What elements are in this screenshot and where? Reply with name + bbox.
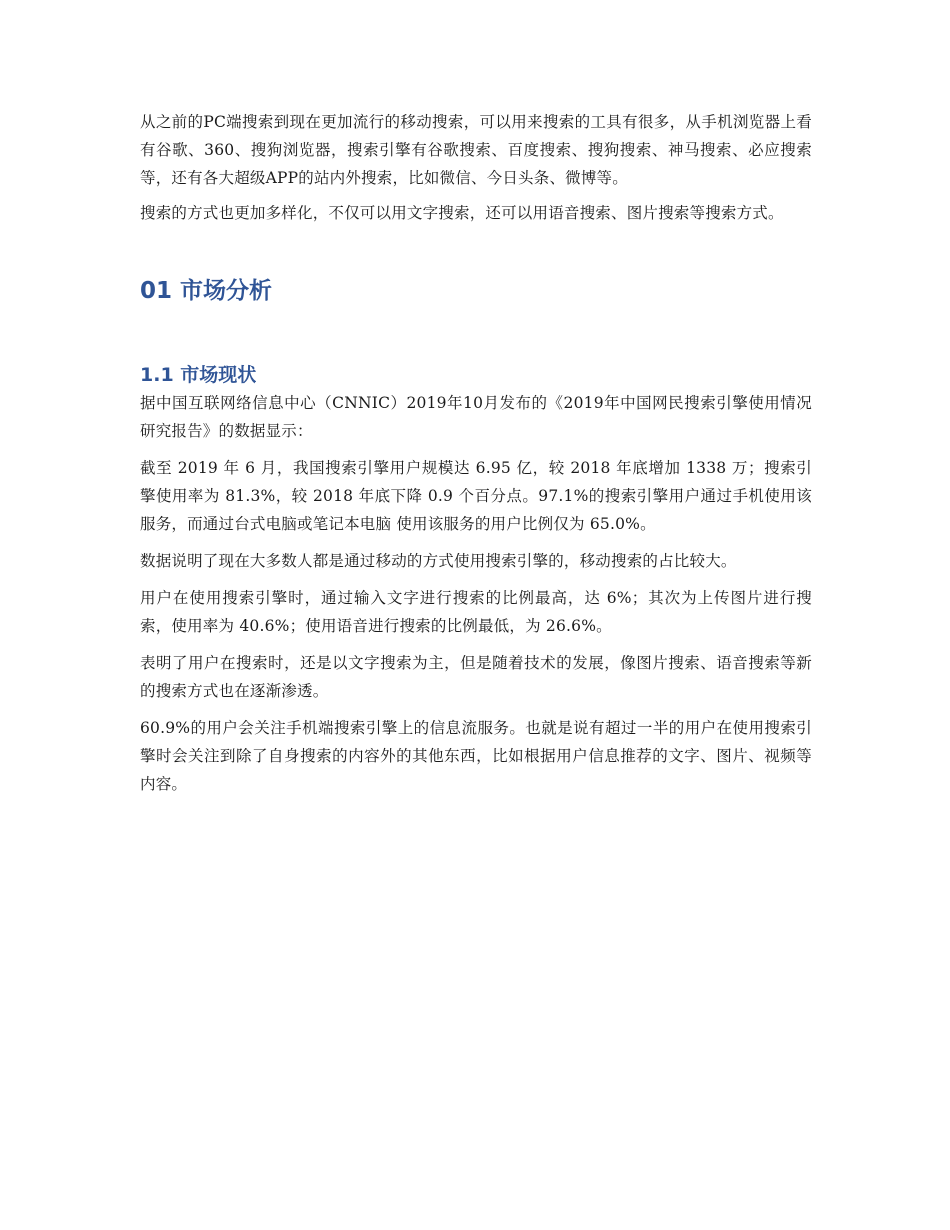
body-paragraph-3: 数据说明了现在大多数人都是通过移动的方式使用搜索引擎的，移动搜索的占比较大。: [140, 552, 737, 570]
body-paragraph-4: 用户在使用搜索引擎时，通过输入文字进行搜索的比例最高，达 6%；其次为上传图片进行搜索，使用率为 40.6%；使用语音进行搜索的比例最低，为 26.6%。: [140, 589, 812, 635]
intro-paragraph-2: 搜索的方式也更加多样化，不仅可以用文字搜索，还可以用语音搜索、图片搜索等搜索方式。: [140, 204, 784, 222]
body-paragraph-2: 截至 2019 年 6 月，我国搜索引擎用户规模达 6.95 亿，较 2018 年底增加 1338 万；搜索引擎使用率为 81.3%，较 2018 年底下降 0.9 个百分点。97.1%的搜索引擎用户通过手机使用该服务，而通过台式电脑或笔记本电脑 使用该服务的用户比例仅为 65.0%。: [140, 459, 812, 533]
body-paragraph-5: 表明了用户在搜索时，还是以文字搜索为主，但是随着技术的发展，像图片搜索、语音搜索等新的搜索方式也在逐渐渗透。: [140, 654, 812, 700]
body-paragraph-1: 据中国互联网络信息中心（CNNIC）2019年10月发布的《2019年中国网民搜索引擎使用情况研究报告》的数据显示：: [140, 394, 812, 440]
section-heading: 01 市场分析: [140, 278, 273, 304]
intro-paragraph-1: 从之前的PC端搜索到现在更加流行的移动搜索，可以用来搜索的工具有很多，从手机浏览器上看有谷歌、360、搜狗浏览器，搜索引擎有谷歌搜索、百度搜索、搜狗搜索、神马搜索、必应搜索等，还有各大超级APP的站内外搜索，比如微信、今日头条、微博等。: [140, 113, 812, 187]
subsection-heading: 1.1 市场现状: [140, 364, 257, 386]
document-page: [140, 108, 812, 807]
body-paragraph-6: 60.9%的用户会关注手机端搜索引擎上的信息流服务。也就是说有超过一半的用户在使用搜索引擎时会关注到除了自身搜索的内容外的其他东西，比如根据用户信息推荐的文字、图片、视频等内容。: [140, 719, 812, 793]
